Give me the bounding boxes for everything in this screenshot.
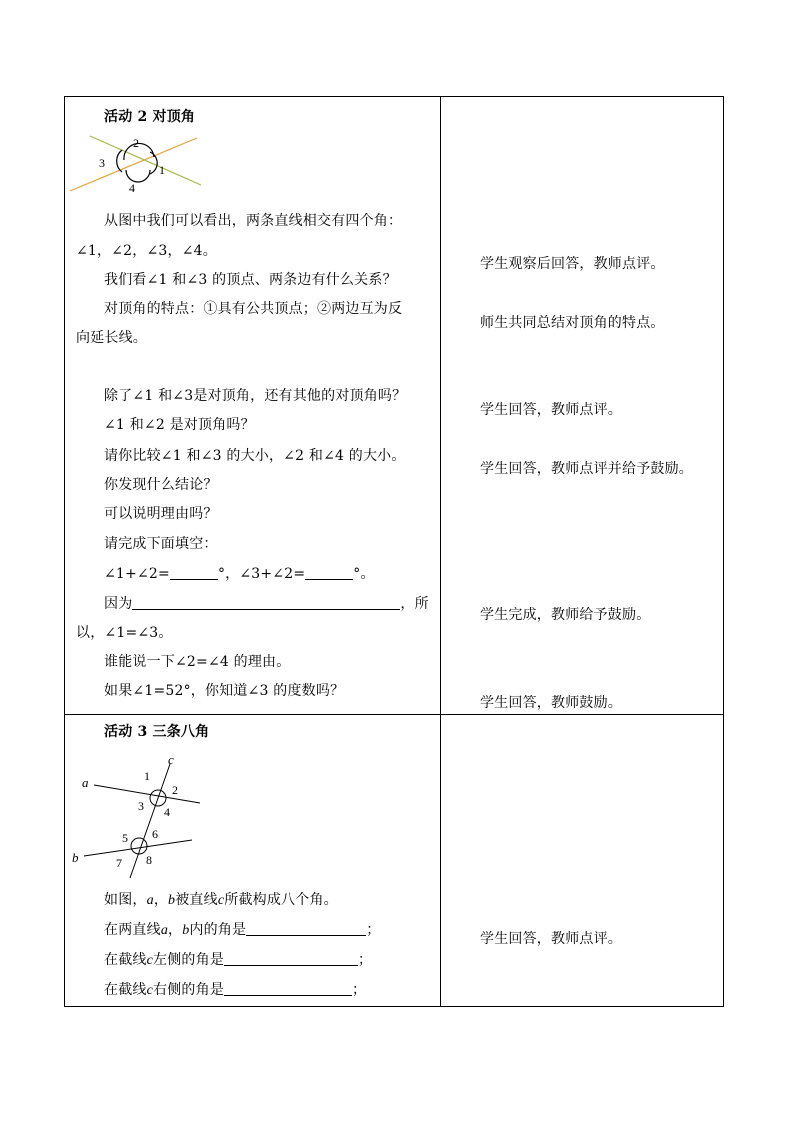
activity2-feature-line1: 对顶角的特点：①具有公共顶点；②两边互为反 xyxy=(104,301,403,317)
desc3-end: ； xyxy=(358,952,373,968)
desc4-blank[interactable] xyxy=(224,981,352,996)
desc1-part-b: ， xyxy=(153,892,169,908)
activity2-title: 活动 2 对顶角 xyxy=(104,109,196,125)
label-line-b: b xyxy=(72,850,79,865)
activity3-desc-2 xyxy=(104,920,380,941)
label-angle-7: 7 xyxy=(116,856,122,870)
activity2-p1-line2: ∠1，∠2，∠3，∠4。 xyxy=(76,243,217,259)
label-angle-8: 8 xyxy=(146,853,152,867)
desc1-part-d: 所截构成八个角。 xyxy=(224,892,338,908)
desc1-part-c: 被直线 xyxy=(175,892,218,908)
label-angle-5: 5 xyxy=(122,831,128,845)
activity2-question-5: 你发现什么结论？ xyxy=(104,477,218,493)
activity2-question-6: 可以说明理由吗？ xyxy=(104,506,218,522)
desc2-var-a: a xyxy=(160,923,169,938)
activity2-fill-line xyxy=(104,564,375,584)
fig-label-3: 3 xyxy=(99,156,105,170)
vertical-angles-figure xyxy=(66,130,206,200)
label-angle-6: 6 xyxy=(152,827,158,841)
label-angle-1: 1 xyxy=(144,769,150,783)
desc2-part-b: ， xyxy=(168,922,183,938)
activity3-desc-3 xyxy=(104,950,372,971)
desc3-var-c: c xyxy=(146,953,154,968)
activity2-question-7: 请完成下面填空： xyxy=(104,536,218,552)
activity2-question-1: 我们看∠1 和∠3 的顶点、两条边有什么关系？ xyxy=(104,272,397,288)
desc4-end: ； xyxy=(352,982,367,998)
fig-label-2: 2 xyxy=(133,136,139,150)
activity2-question-8: 谁能说一下∠2=∠4 的理由。 xyxy=(104,654,291,670)
so-suffix: ，所 xyxy=(400,596,429,612)
transversal-figure xyxy=(66,752,216,882)
right2-response-3: 学生回答，教师点评。 xyxy=(480,402,622,418)
activity2-question-9: 如果∠1=52°，你知道∠3 的度数吗？ xyxy=(104,683,345,699)
angle-arc-3 xyxy=(117,150,122,172)
activity2-feature-line2: 向延长线。 xyxy=(76,330,147,346)
fig-label-1: 1 xyxy=(159,163,165,177)
desc2-end: ； xyxy=(366,922,381,938)
label-line-a: a xyxy=(82,775,89,790)
fig-label-4: 4 xyxy=(129,181,135,195)
table-left-border xyxy=(64,96,65,1007)
desc3-part-a: 在截线 xyxy=(104,952,147,968)
right2-response-5: 学生完成，教师给予鼓励。 xyxy=(480,607,651,623)
fill-part-a: ∠1+∠2= xyxy=(104,566,170,582)
activity3-desc-1 xyxy=(104,890,338,911)
activity2-question-4: 请你比较∠1 和∠3 的大小，∠2 和∠4 的大小。 xyxy=(104,448,406,464)
label-angle-3: 3 xyxy=(138,799,144,813)
desc1-var-c: c xyxy=(217,893,225,908)
desc2-part-c: 内的角是 xyxy=(189,922,247,938)
activity2-question-2: 除了∠1 和∠3是对顶角，还有其他的对顶角吗？ xyxy=(104,388,407,404)
desc2-part-a: 在两直线 xyxy=(104,922,161,938)
desc1-part-a: 如图， xyxy=(104,892,147,908)
activity2-p1-line1: 从图中我们可以看出，两条直线相交有四个角： xyxy=(104,213,403,229)
fill-blank-2[interactable] xyxy=(305,565,353,580)
desc4-part-a: 在截线 xyxy=(104,982,147,998)
right3-response-1: 学生回答，教师点评。 xyxy=(480,931,622,947)
table-top-border xyxy=(64,96,724,97)
desc4-part-b: 右侧的角是 xyxy=(153,982,225,998)
table-mid-border xyxy=(64,714,724,715)
table-col-divider xyxy=(440,96,441,1007)
label-angle-4: 4 xyxy=(164,805,170,819)
desc2-blank[interactable] xyxy=(246,921,366,936)
because-text: 因为 xyxy=(104,596,133,612)
desc3-blank[interactable] xyxy=(224,951,358,966)
right2-response-6: 学生回答，教师鼓励。 xyxy=(480,695,622,711)
label-angle-2: 2 xyxy=(172,783,178,797)
activity3-title: 活动 3 三条八角 xyxy=(104,724,210,740)
table-bottom-border xyxy=(64,1006,724,1007)
fill-part-c: °。 xyxy=(353,566,375,582)
activity2-question-3: ∠1 和∠2 是对顶角吗？ xyxy=(104,417,255,433)
activity3-desc-4 xyxy=(104,980,366,1001)
activity2-because-line xyxy=(104,594,429,614)
right2-response-4: 学生回答，教师点评并给予鼓励。 xyxy=(480,461,693,477)
fill-part-b: °，∠3+∠2= xyxy=(217,566,306,582)
desc2-var-b: b xyxy=(182,923,190,938)
desc4-var-c: c xyxy=(146,983,154,998)
right2-response-2: 师生共同总结对顶角的特点。 xyxy=(480,315,665,331)
fill-blank-1[interactable] xyxy=(170,565,218,580)
desc3-part-b: 左侧的角是 xyxy=(153,952,225,968)
table-right-border xyxy=(723,96,724,1007)
label-line-c: c xyxy=(168,752,174,767)
desc1-var-b: b xyxy=(168,893,176,908)
right2-response-1: 学生观察后回答，教师点评。 xyxy=(480,256,665,272)
line-a xyxy=(94,785,200,803)
desc1-var-a: a xyxy=(146,893,154,908)
activity2-so-line: 以，∠1=∠3。 xyxy=(76,625,173,641)
because-blank[interactable] xyxy=(132,595,400,610)
